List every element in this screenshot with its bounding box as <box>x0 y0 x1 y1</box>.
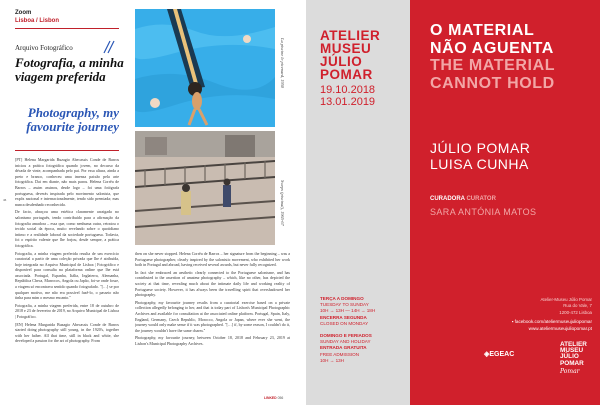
museum-name-line: JÚLIO <box>320 54 363 69</box>
hours-line: DOMINGO E FERIADOS <box>320 333 372 339</box>
section-label: Zoom <box>15 10 32 16</box>
hours-line: FREE ADMISSION <box>320 351 360 357</box>
article-kicker: Arquivo Fotográfico <box>15 44 73 52</box>
paragraph: Photography, my favourite journey results from a curatorial exercise based on a private collection allegedly belonging to her, and that is today part of Lisbon's Municipal Photographic Archives and available for consultation at the associated online platform. Portugal, Spain, Italy, England, Germany, Czech Republic, Morocco, Angola or Japan, where ever she went, the journey would only make sense if it was photographed. "[…] if, by some reason, I couldn't do it, the journey wouldn't have the same charm." <box>135 299 290 333</box>
address-line: Rua do Vale, 7 <box>563 303 592 309</box>
facebook-icon: ▪ <box>511 319 515 324</box>
paragraph: Fotografia, a minha viagem preferida resulta de um exercício curatorial a partir de uma coleção privada que lhe é atribuída, hoje integrada no Arquivo Municipal de Lisboa | Fotográfico e disponível para consulta na plataforma online que lhe está associada. Portugal, Espanha, Itália, Inglaterra, Alemanha, República Checa, Marrocos, Angola ou Japão, foi-se onde fosse, a viagem só encontrava sentido quando fotografado. "[…] se por qualquer motivo, me não era possível fazê-lo, o passeio não tinha para mim o mesmo encanto." <box>15 250 119 301</box>
museum-address <box>472 297 592 316</box>
paragraph: [EN] Helena Margarida Buzagio Abecassis Conde de Barros started doing photography still young, in the 1920's, together with her father. All that time, still in black and white, she developed a passion for the art of photography. From <box>15 321 119 344</box>
pool-photo-art <box>135 9 275 127</box>
date-end: 13.01.2019 <box>320 96 376 108</box>
divider-mid <box>15 150 119 151</box>
page-footer-number: 056 <box>277 396 284 400</box>
title-en-line: THE MATERIAL <box>430 57 556 74</box>
egeac-icon: ◈ <box>484 351 490 358</box>
website-link[interactable] <box>442 325 592 332</box>
paragraph: [PT] Helena Margarida Buzagio Abecassis Conde de Barros iniciou a prática fotográfica quando jovem, no decurso da década de vinte, acompanhada pelo pai. Por essa altura, ainda a preto e branco, conheceu uma imensa paixão pela arte fotográfica. Dai em diante, não mais parou. Helena Corrêa de Barros – assim assinou, desde logo – foi uma fotógrafa portuguesa, deverás inspirada pelo movimento salonista, que expôs nacional e internacionalmente, tendo sido premiada; mas nunca desdenhado reconhecida. <box>15 157 119 207</box>
paragraph: Fotografia, a minha viagem preferida, entre 18 de outubro de 2018 e 23 de fevereiro de 2019, no Arquivo Municipal de Lisboa | Fotográfico. <box>15 302 119 320</box>
paragraph: In fact she embraced an aesthetic clearly connected to the Portuguese salonisme, and has contributed to the assertion of amateur photography – which, like no other, has depicted the society at that time, revealing much about the intimate daily life and working reality of Portuguese society. However, it has always been the travelling spirit that overshadowed her photography. <box>135 269 290 298</box>
logo-line: JÚLIO <box>560 353 579 361</box>
museum-name-line: ATELIER <box>320 28 381 43</box>
opening-hours <box>320 296 406 364</box>
address-line: 1200-472 Lisboa <box>559 309 592 315</box>
exhibition-dates <box>320 84 375 108</box>
address-line: Atelier-Museu Júlio Pomar <box>540 297 592 302</box>
title-en-line: CANNOT HOLD <box>430 74 555 92</box>
exhibition-ad <box>306 0 600 405</box>
hours-line: ENTRADA GRATUITA <box>320 345 367 351</box>
text-column-1 <box>15 157 119 397</box>
title-pt-line: O MATERIAL <box>430 22 535 39</box>
logo-signature: Pomar <box>560 367 580 375</box>
logo-line: ATELIER <box>560 341 587 348</box>
curator-label-en: CURATOR <box>466 196 496 202</box>
museum-name-line: MUSEU <box>320 41 372 56</box>
hours-line: TERÇA A DOMINGO <box>320 296 364 301</box>
hours-line: 10H → 13H <box>320 357 345 363</box>
hours-line: ENCERRA SEGUNDA <box>320 314 367 320</box>
artist-name: JÚLIO POMAR <box>430 140 531 156</box>
artist-name: LUISA CUNHA <box>430 156 529 172</box>
street-photo <box>135 131 275 245</box>
logo-line: MUSEU <box>560 347 584 355</box>
side-page-number: 46 <box>3 198 7 202</box>
website-url: www.ateliermuseujuliopomar.pt <box>528 326 592 331</box>
exhibition-title <box>430 22 555 92</box>
sponsor-name: EGEAC <box>489 351 515 358</box>
divider-top <box>15 28 119 29</box>
photo-caption-1: La piscine le picenard, 1950 <box>280 38 285 88</box>
curator-label-pt: CURADORA <box>430 196 465 202</box>
location-label: Lisboa / Lisbon <box>15 18 60 24</box>
paragraph: De facto, abraçou uma estética claramente arraigada no salonismo português, tendo contribuído para a afirmação da fotografia amadora – essa que, como nenhuma outra, retratou o tecido social da época, muito revelando sobre o quotidiano íntimo e a realidade laboral da sociedade portuguesa. Todavia, foi o espírito valente que lhe forjou, desde sempre, a prática fotográfica. <box>15 209 119 248</box>
page-footer <box>264 396 283 400</box>
museum-name <box>320 29 380 81</box>
facebook-link[interactable] <box>442 318 592 325</box>
page-footer-label: LINKED <box>264 396 277 400</box>
museum-logo <box>560 342 600 375</box>
article-title-pt: Fotografia, a minha viagem preferida <box>15 55 124 84</box>
article-title-en: Photography, my favourite journey <box>26 105 119 134</box>
text-column-2 <box>135 251 290 401</box>
hours-line: SUNDAY AND HOLIDAY <box>320 339 371 345</box>
section-header <box>15 9 59 25</box>
artist-names <box>430 140 530 172</box>
street-photo-art <box>135 131 275 245</box>
facebook-url: facebook.com/ateliermuseujuliopomar <box>514 319 592 324</box>
slash-ornament <box>98 40 116 54</box>
photo-caption-2: Sweps (piscinal), 1965-67 <box>280 180 285 226</box>
curator-label <box>430 196 496 202</box>
paragraph: Photography, my favourite journey, between October 18, 2018 and February 23, 2019 at Lisbon's Municipal Photography Archives. <box>135 335 290 346</box>
sponsor-logo <box>484 350 514 358</box>
date-start: 19.10.2018 <box>320 84 376 96</box>
paragraph: then on she never stopped. Helena Corrêa de Barros – her signature from the beginning – was a Portuguese photographer, clearly inspired by the salonistic movement, who exhibited her work both in Portugal and abroad, having received several awards, but never fully recognized. <box>135 251 290 268</box>
pool-photo <box>135 9 275 127</box>
curator-name: SARA ANTÓNIA MATOS <box>430 207 537 217</box>
title-pt-line: NÃO AGUENTA <box>430 39 554 57</box>
hours-line: 10H → 13H — 14H → 18H <box>320 308 376 314</box>
social-links <box>442 318 592 332</box>
museum-name-line: POMAR <box>320 67 373 82</box>
logo-line: POMAR <box>560 359 584 367</box>
hours-line: CLOSED ON MONDAY <box>320 320 369 326</box>
hours-line: TUESDAY TO SUNDAY <box>320 302 369 308</box>
